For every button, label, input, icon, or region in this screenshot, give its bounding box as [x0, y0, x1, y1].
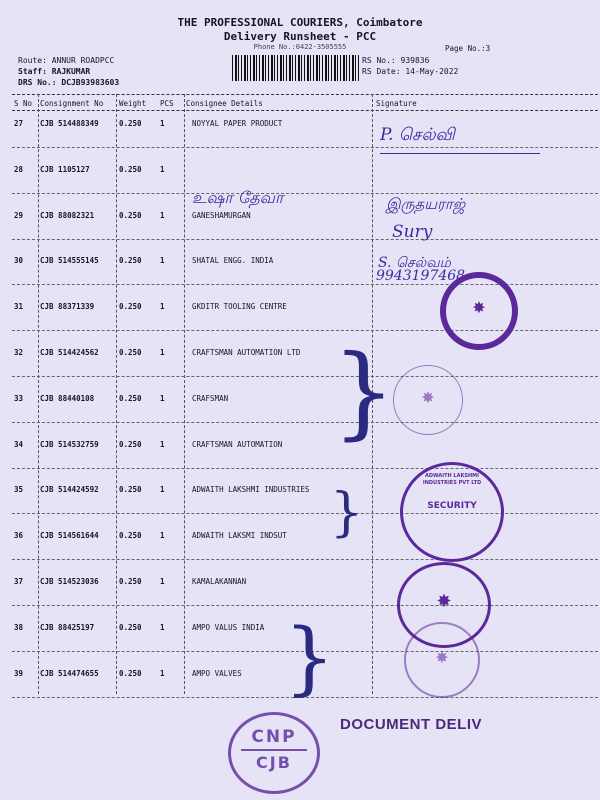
- row-sno: 27: [14, 119, 24, 128]
- row-separator: [12, 513, 598, 514]
- phone-number: Phone No.:0422-3505555: [253, 43, 347, 51]
- col-consignee: Consignee Details: [186, 99, 263, 108]
- faded-stamp: [393, 365, 463, 435]
- col-sno: S No: [14, 99, 33, 108]
- row-separator: [12, 147, 598, 148]
- row-sno: 36: [14, 531, 24, 540]
- row-separator: [12, 376, 598, 377]
- col-pcs: PCS: [160, 99, 174, 108]
- row-weight: 0.250: [119, 119, 142, 128]
- row-consignee: AMPO VALUS INDIA: [192, 623, 265, 632]
- row-weight: 0.250: [119, 531, 142, 540]
- route-label: Route: ANNUR ROADPCC: [18, 56, 115, 65]
- company-seal-stamp: [440, 272, 518, 350]
- row-consignee: ADWAITH LAKSMI INDSUT: [192, 531, 287, 540]
- cnp-text: CNP: [251, 727, 297, 747]
- col-consignment: Consignment No: [40, 99, 104, 108]
- row-pcs: 1: [160, 440, 165, 449]
- row-weight: 0.250: [119, 485, 142, 494]
- row-pcs: 1: [160, 531, 165, 540]
- signature-30-phone: 9943197468: [376, 268, 466, 284]
- group-brace: }: [284, 611, 335, 704]
- row-sno: 39: [14, 669, 24, 678]
- rs-number: RS No.: 939836: [362, 56, 430, 65]
- row-pcs: 1: [160, 577, 165, 586]
- row-separator: [12, 193, 598, 194]
- row-weight: 0.250: [119, 165, 142, 174]
- row-consignment-no: CJB 514555145: [40, 256, 99, 265]
- row-consignment-no: CJB 88082321: [40, 211, 95, 220]
- runsheet-subtitle: Delivery Runsheet - PCC: [223, 30, 377, 43]
- round-stamp-mark: ✸: [435, 648, 449, 667]
- row-pcs: 1: [160, 256, 165, 265]
- row-weight: 0.250: [119, 623, 142, 632]
- row-consignment-no: CJB 514532759: [40, 440, 99, 449]
- faded-stamp-mark: ✸: [421, 388, 435, 407]
- group-brace: }: [330, 483, 364, 543]
- row-weight: 0.250: [119, 211, 142, 220]
- row-weight: 0.250: [119, 348, 142, 357]
- col-divider: [38, 94, 39, 694]
- row-separator: [12, 605, 598, 606]
- row-pcs: 1: [160, 119, 165, 128]
- row-consignment-no: CJB 514424562: [40, 348, 99, 357]
- row-sno: 32: [14, 348, 24, 357]
- row-weight: 0.250: [119, 577, 142, 586]
- row-consignee: GANESHAMURGAN: [192, 211, 251, 220]
- header-top-rule: [12, 94, 598, 95]
- security-stamp-text: SECURITY: [427, 501, 477, 511]
- row-weight: 0.250: [119, 394, 142, 403]
- drs-number: DRS No.: DCJB93983603: [18, 78, 120, 87]
- row-sno: 34: [14, 440, 24, 449]
- row-consignee: SHATAL ENGG. INDIA: [192, 256, 274, 265]
- row-separator: [12, 559, 598, 560]
- row-consignee: AMPO VALVES: [192, 669, 242, 678]
- row-pcs: 1: [160, 623, 165, 632]
- row-consignee: CRAFTSMAN AUTOMATION: [192, 440, 283, 449]
- adwaith-ring-text: ADWAITH LAKSHMI INDUSTRIES PVT LTD: [422, 473, 482, 486]
- round-stamp-mark: ✸: [436, 591, 452, 612]
- company-name: THE PROFESSIONAL COURIERS, Coimbatore: [177, 16, 423, 29]
- row-pcs: 1: [160, 669, 165, 678]
- row-sno: 28: [14, 165, 24, 174]
- cnp-cjb-stamp: [228, 712, 320, 794]
- signature-29: Sury: [392, 222, 433, 242]
- row-pcs: 1: [160, 348, 165, 357]
- row-consignment-no: CJB 88371339: [40, 302, 95, 311]
- row-weight: 0.250: [119, 256, 142, 265]
- row-consignment-no: CJB 514474655: [40, 669, 99, 678]
- row-weight: 0.250: [119, 669, 142, 678]
- header-bottom-rule: [12, 110, 598, 111]
- row-consignee: GKDITR TOOLING CENTRE: [192, 302, 287, 311]
- row-consignment-no: CJB 514523036: [40, 577, 99, 586]
- staff-label: Staff: RAJKUMAR: [18, 67, 91, 76]
- row-separator: [12, 468, 598, 469]
- rs-date: RS Date: 14-May-2022: [362, 67, 459, 76]
- row-sno: 31: [14, 302, 24, 311]
- row-sno: 30: [14, 256, 24, 265]
- row-sno: 29: [14, 211, 24, 220]
- group-brace: }: [332, 333, 396, 450]
- row-consignment-no: CJB 1105127: [40, 165, 90, 174]
- signature-28: உஷா தேவா: [192, 188, 284, 207]
- row-weight: 0.250: [119, 302, 142, 311]
- row-consignment-no: CJB 514488349: [40, 119, 99, 128]
- row-separator: [12, 239, 598, 240]
- row-sno: 38: [14, 623, 24, 632]
- row-pcs: 1: [160, 394, 165, 403]
- row-consignment-no: CJB 514561644: [40, 531, 99, 540]
- company-title: [0, 16, 600, 44]
- row-separator: [12, 284, 598, 285]
- adwaith-stamp: [400, 462, 504, 562]
- row-pcs: 1: [160, 211, 165, 220]
- signature-29-name: இருதயராஜ்: [386, 195, 466, 213]
- row-consignee: ADWAITH LAKSHMI INDUSTRIES: [192, 485, 310, 494]
- row-sno: 35: [14, 485, 24, 494]
- row-consignee: CRAFTSMAN AUTOMATION LTD: [192, 348, 301, 357]
- row-consignment-no: CJB 88425197: [40, 623, 95, 632]
- page-number: Page No.:3: [445, 44, 491, 53]
- signature-27: P. செல்வி: [380, 125, 455, 145]
- col-signature: Signature: [376, 99, 417, 108]
- signature-underline: [380, 153, 540, 154]
- row-weight: 0.250: [119, 440, 142, 449]
- barcode: [232, 55, 360, 81]
- col-divider: [184, 94, 185, 694]
- row-sno: 37: [14, 577, 24, 586]
- row-consignment-no: CJB 88440108: [40, 394, 95, 403]
- signature-30: S. செல்வம்: [378, 255, 451, 271]
- row-pcs: 1: [160, 165, 165, 174]
- row-separator: [12, 422, 598, 423]
- row-sno: 33: [14, 394, 24, 403]
- document-delivered-stamp: DOCUMENT DELIV: [340, 716, 482, 733]
- row-consignment-no: CJB 514424592: [40, 485, 99, 494]
- seal-mark: ✸: [472, 298, 486, 317]
- row-pcs: 1: [160, 302, 165, 311]
- col-weight: Weight: [119, 99, 147, 108]
- cjb-text: CJB: [256, 753, 292, 772]
- row-consignee: CRAFSMAN: [192, 394, 229, 403]
- col-divider: [116, 94, 117, 694]
- row-consignee: NOYYAL PAPER PRODUCT: [192, 119, 283, 128]
- round-stamp-38: [404, 622, 480, 698]
- row-consignee: KAMALAKANNAN: [192, 577, 247, 586]
- row-pcs: 1: [160, 485, 165, 494]
